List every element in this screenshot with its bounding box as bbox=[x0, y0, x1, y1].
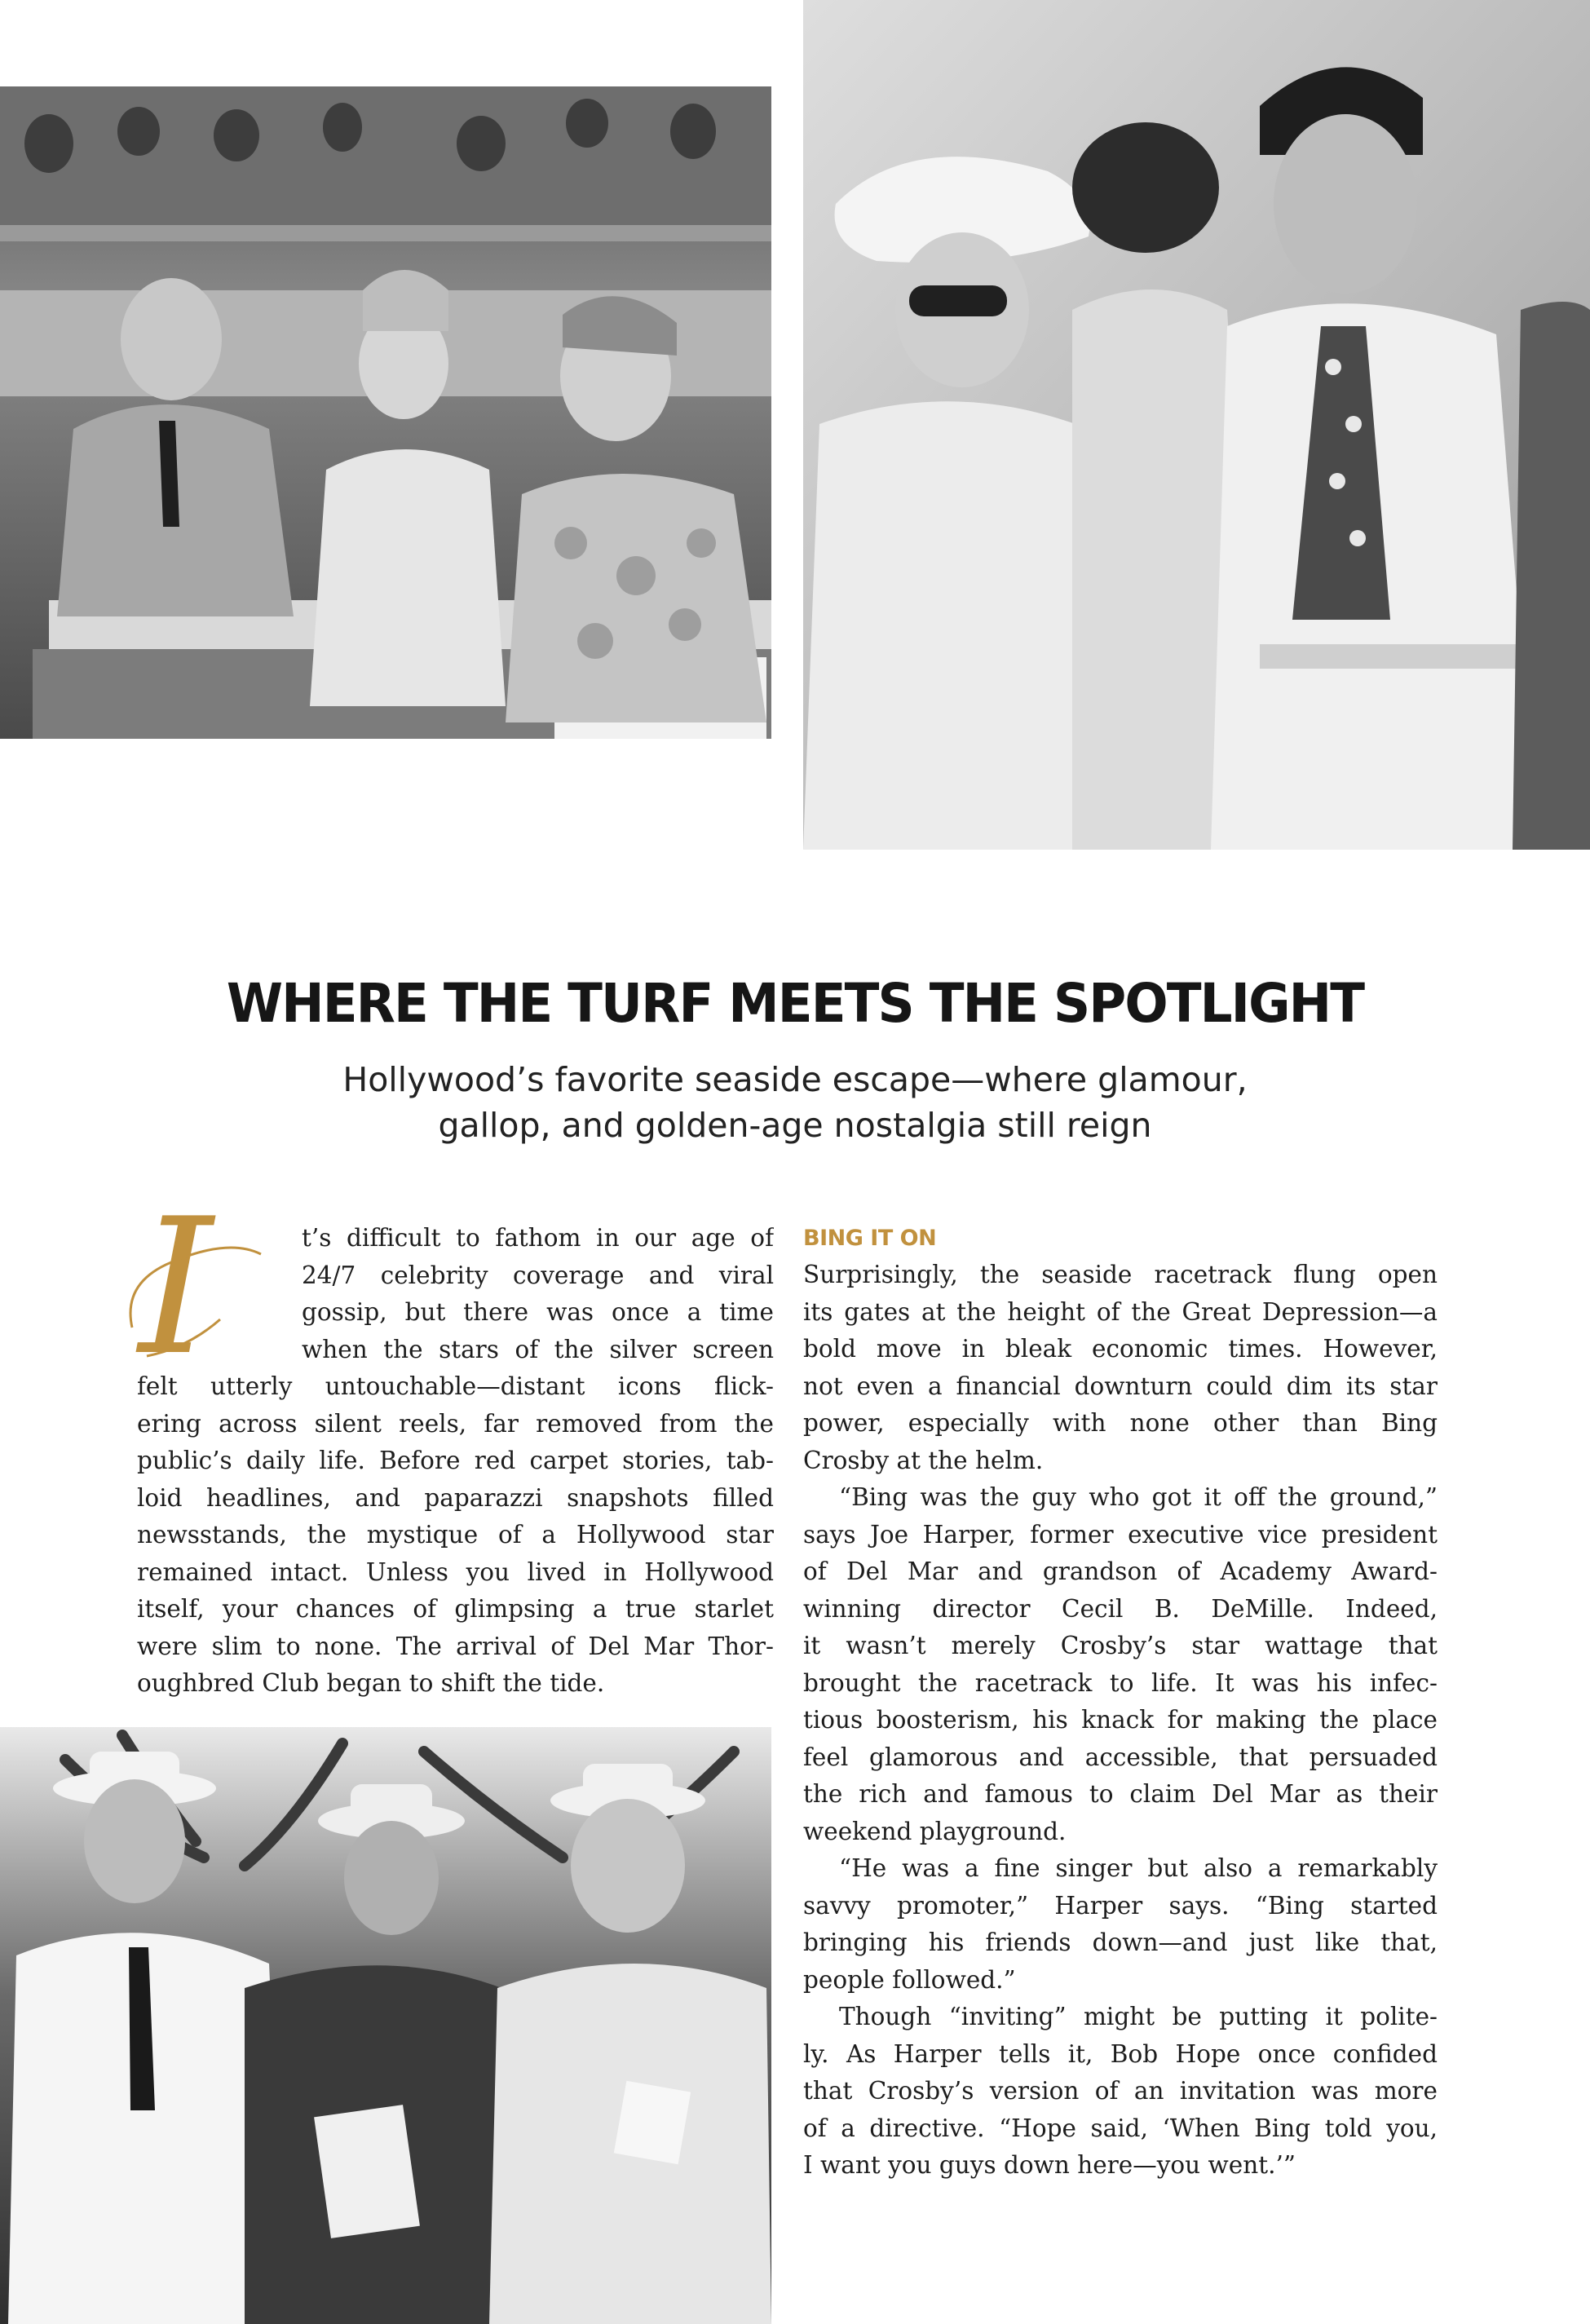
text-line: remained intact. Unless you lived in Hollywood bbox=[137, 1557, 774, 1586]
text-line: felt utterly untouchable—distant icons flick- bbox=[137, 1372, 774, 1400]
article-subtitle bbox=[0, 1057, 1590, 1148]
text-line: “He was a fine singer but also a remarkably bbox=[839, 1854, 1438, 1882]
text-line: were slim to none. The arrival of Del Mar Thor- bbox=[137, 1632, 774, 1660]
photo-three-men-in-hats bbox=[0, 1727, 771, 2324]
text-line: ering across silent reels, far removed from the bbox=[137, 1409, 774, 1438]
text-line: its gates at the height of the Great Depression—a bbox=[803, 1297, 1438, 1326]
text-line: savvy promoter,” Harper says. “Bing started bbox=[803, 1891, 1438, 1920]
text-line: of Del Mar and grandson of Academy Award- bbox=[803, 1557, 1438, 1585]
text-line: ly. As Harper tells it, Bob Hope once confided bbox=[803, 2039, 1438, 2068]
text-line: “Bing was the guy who got it off the ground,” bbox=[839, 1483, 1438, 1511]
text-line: newsstands, the mystique of a Hollywood star bbox=[137, 1521, 774, 1549]
text-line: bringing his friends down—and just like that, bbox=[803, 1929, 1438, 1956]
text-line: when the stars of the silver screen bbox=[302, 1335, 774, 1363]
text-line: feel glamorous and accessible, that persuaded bbox=[803, 1743, 1438, 1771]
text-line: I want you guys down here—you went.’” bbox=[803, 2151, 1296, 2179]
text-line: the rich and famous to claim Del Mar as their bbox=[803, 1780, 1438, 1808]
subtitle-line: gallop, and golden-age nostalgia still reign bbox=[438, 1106, 1152, 1145]
text-line: brought the racetrack to life. It was his infec- bbox=[803, 1668, 1438, 1697]
text-line: not even a financial downturn could dim its star bbox=[803, 1372, 1438, 1400]
text-line: bold move in bleak economic times. However, bbox=[803, 1335, 1438, 1363]
text-line: Surprisingly, the seaside racetrack flung open bbox=[803, 1261, 1438, 1288]
text-line: gossip, but there was once a time bbox=[302, 1298, 774, 1326]
text-line: that Crosby’s version of an invitation was more bbox=[803, 2077, 1438, 2105]
text-line: public’s daily life. Before red carpet stories, tab- bbox=[137, 1447, 774, 1474]
text-line: tious boosterism, his knack for making the place bbox=[803, 1706, 1438, 1734]
text-line: 24/7 celebrity coverage and viral bbox=[302, 1261, 774, 1289]
intro-paragraph bbox=[137, 1220, 774, 1703]
text-line: t’s difficult to fathom in our age of bbox=[302, 1224, 774, 1252]
text-line: weekend playground. bbox=[803, 1817, 1067, 1845]
text-line: winning director Cecil B. DeMille. Indeed, bbox=[803, 1594, 1438, 1623]
text-line: it wasn’t merely Crosby’s star wattage that bbox=[803, 1632, 1438, 1659]
photo-grandstand-spectators bbox=[0, 86, 771, 739]
photo-couple-at-racetrack bbox=[803, 0, 1590, 850]
article-title: WHERE THE TURF MEETS THE SPOTLIGHT bbox=[226, 972, 1364, 1035]
drop-cap-letter: I bbox=[139, 1205, 213, 1368]
text-line: oughbred Club began to shift the tide. bbox=[137, 1669, 605, 1697]
section-heading: BING IT ON bbox=[803, 1226, 937, 1251]
subtitle-line: Hollywood’s favorite seaside escape—where glamour, bbox=[342, 1060, 1248, 1099]
text-line: says Joe Harper, former executive vice president bbox=[803, 1520, 1438, 1549]
text-line: Crosby at the helm. bbox=[803, 1446, 1044, 1474]
text-line: power, especially with none other than Bing bbox=[803, 1409, 1438, 1437]
text-line: people followed.” bbox=[803, 1965, 1016, 1994]
text-line: itself, your chances of glimpsing a true starlet bbox=[137, 1595, 774, 1623]
text-line: loid headlines, and paparazzi snapshots filled bbox=[137, 1483, 774, 1512]
text-line: Though “inviting” might be putting it polite- bbox=[839, 2003, 1438, 2030]
text-line: of a directive. “Hope said, ‘When Bing told you, bbox=[803, 2114, 1438, 2142]
bing-it-on-section bbox=[803, 1220, 1438, 2185]
